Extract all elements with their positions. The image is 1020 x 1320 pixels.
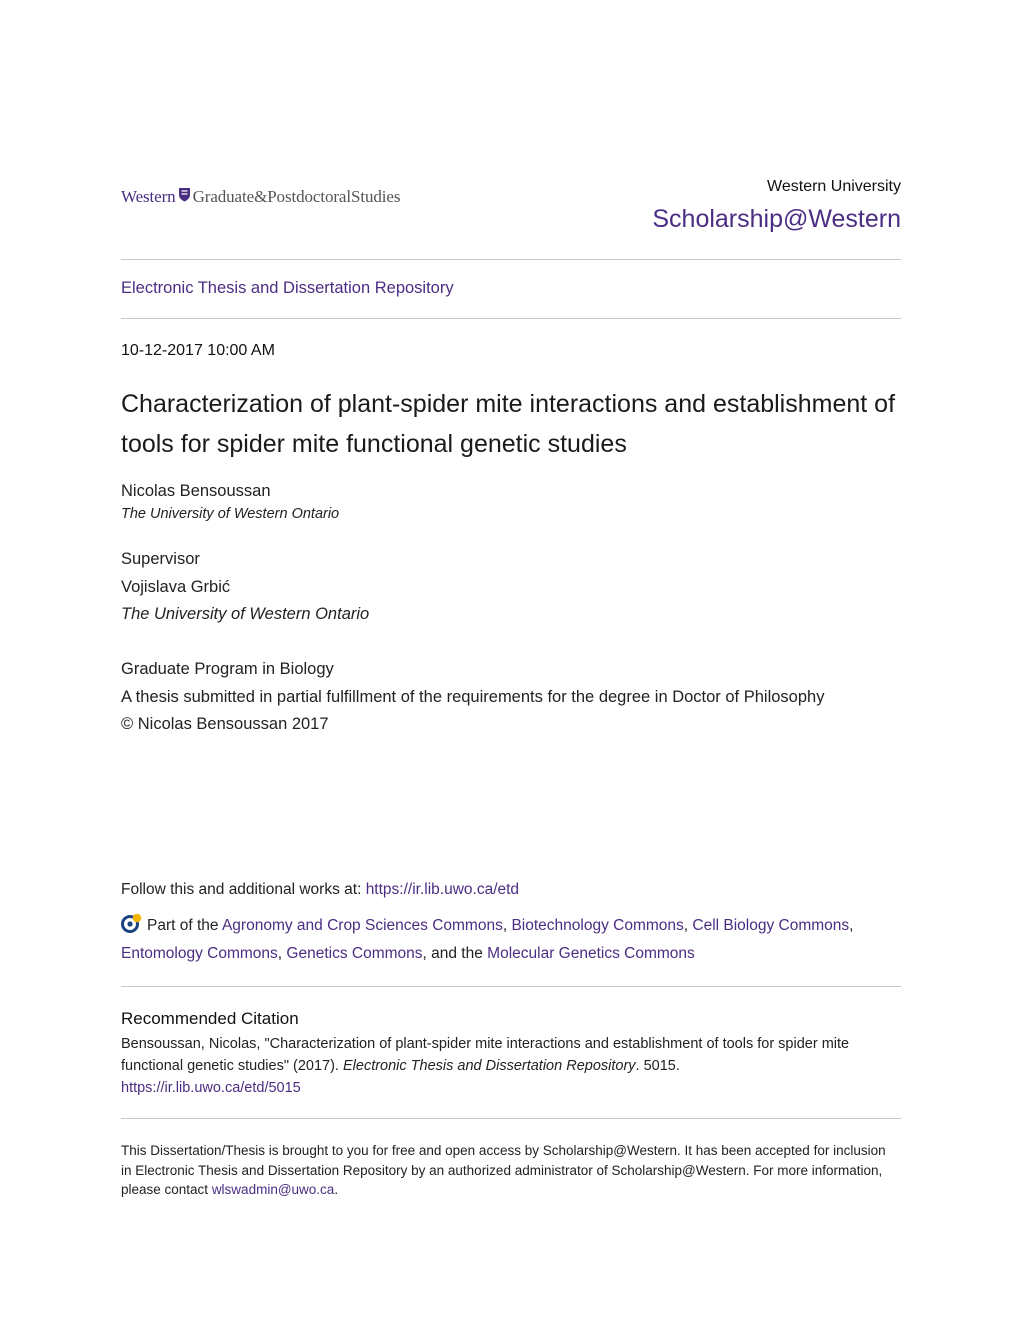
citation-divider [121,986,901,987]
scholarship-western-link[interactable]: Scholarship@Western [652,205,901,233]
footer-divider [121,1118,901,1119]
degree-statement: A thesis submitted in partial fulfillment of the requirements for the degree in Doctor of Philosophy [121,687,825,706]
citation-url-link[interactable]: https://ir.lib.uwo.ca/etd/5015 [121,1080,301,1096]
citation-journal: Electronic Thesis and Dissertation Repository [342,1058,636,1074]
commons-link-agronomy[interactable]: Agronomy and Crop Sciences Commons [221,917,503,934]
author-name: Nicolas Bensoussan [121,482,271,500]
header-divider [121,259,901,260]
follow-text: Follow this and additional works at: [121,881,366,898]
defense-date: 10-12-2017 10:00 AM [121,342,275,359]
supervisor-label: Supervisor [121,550,200,568]
commons-link-genetics[interactable]: Genetics Commons [286,944,423,962]
author-affiliation: The University of Western Ontario [121,506,340,522]
copyright: © Nicolas Bensoussan 2017 [121,715,329,733]
footer-notice [121,1141,896,1200]
repository-link[interactable]: Electronic Thesis and Dissertation Repository [121,279,454,297]
program-block [121,656,881,739]
bepress-network-icon [121,913,143,933]
separator: , [277,944,287,962]
citation-number: . 5015. [635,1058,680,1074]
citation-authors: Bensoussan, Nicolas, "Characterization of plant-spider mite interactions and establishment of tools for spider mite functional genetic studies" (2017). [121,1036,850,1074]
part-of-prefix: Part of the [147,917,222,934]
thesis-title: Characterization of plant-spider mite interactions and establishment of tools for spider mite functional genetic studies [121,390,896,458]
citation-heading: Recommended Citation [121,1009,299,1028]
separator: , [849,917,854,934]
university-name: Western University [767,178,901,195]
commons-link-molecular-genetics[interactable]: Molecular Genetics Commons [487,944,695,962]
footer-end: . [334,1182,339,1197]
etd-collection-link[interactable]: https://ir.lib.uwo.ca/etd [365,881,520,898]
follow-line [121,881,519,899]
western-crest-icon [178,187,191,207]
citation-text [121,1033,891,1099]
part-of-commons [121,912,881,967]
logo-studies-text: Graduate&PostdoctoralStudies [192,187,401,206]
commons-link-cell-biology[interactable]: Cell Biology Commons [692,917,850,934]
separator: , [683,917,693,934]
supervisor-name: Vojislava Grbić [121,577,231,596]
supervisor-block [121,546,369,629]
program-name: Graduate Program in Biology [121,660,334,678]
and-the-text: , and the [422,944,488,962]
commons-link-biotechnology[interactable]: Biotechnology Commons [511,917,684,934]
logo-western-text: Western [121,187,176,206]
supervisor-affiliation: The University of Western Ontario [121,605,370,623]
footer-text: This Dissertation/Thesis is brought to you for free and open access by Scholarship@Western. It has been accepted for inclusion in Electronic Thesis and Dissertation Repository by an authorized administrator of Scholarship@Western. For more information, please contact [121,1143,886,1197]
separator: , [502,917,512,934]
repository-divider [121,318,901,319]
western-graduate-studies-logo [121,187,400,207]
commons-link-entomology[interactable]: Entomology Commons [121,944,278,962]
contact-email-link[interactable]: wlswadmin@uwo.ca [211,1182,335,1197]
